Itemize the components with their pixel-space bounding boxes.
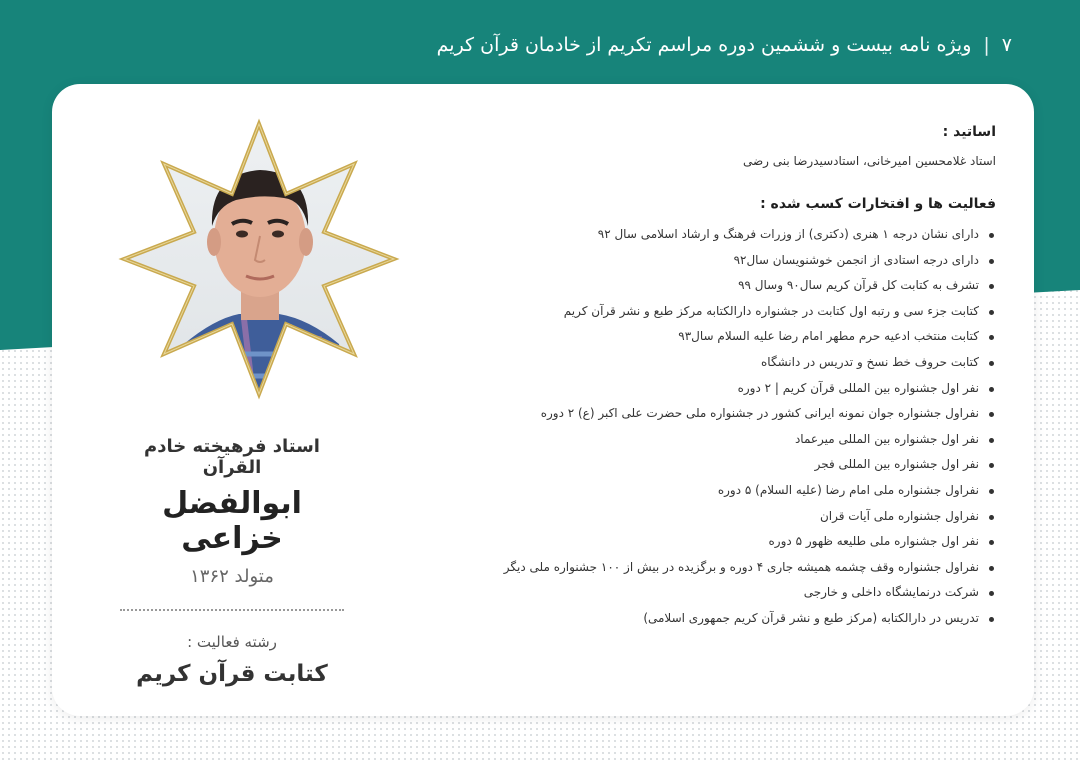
list-item: شرکت درنمایشگاه داخلی و خارجی	[436, 580, 996, 606]
teachers-text: استاد غلامحسین امیرخانی، استادسیدرضا بنی رضی	[742, 154, 996, 168]
profile-summary	[112, 436, 352, 687]
list-item: تدریس در دارالکتابه (مرکز طبع و نشر قرآن کریم جمهوری اسلامی)	[436, 606, 996, 632]
list-item: نفراول جشنواره جوان نمونه ایرانی کشور در جشنواره ملی حضرت علی اکبر (ع) ۲ دوره	[436, 401, 996, 427]
profile-card	[52, 84, 1034, 716]
list-item: نفر اول جشنواره بین المللی قرآن کریم | ۲ دوره	[436, 376, 996, 402]
list-item: نفراول جشنواره ملی آیات قران	[436, 504, 996, 530]
field-label: رشته فعالیت :	[187, 633, 277, 651]
list-item: نفر اول جشنواره ملی طلیعه ظهور ۵ دوره	[436, 529, 996, 555]
list-item: کتابت جزء سی و رتبه اول کتابت در جشنواره دارالکتابه مرکز طبع و نشر قرآن کریم	[436, 299, 996, 325]
list-item: نفراول جشنواره وقف چشمه همیشه جاری ۴ دوره و برگزیده در بیش از ۱۰۰ جشنواره ملی دیگر	[436, 555, 996, 581]
page-header	[437, 28, 1012, 62]
field-value: کتابت قرآن کریم	[136, 661, 328, 687]
list-item: کتابت منتخب ادعیه حرم مطهر امام رضا علیه السلام سال۹۳	[436, 324, 996, 350]
portrait-photo	[114, 114, 404, 404]
portrait-frame	[114, 114, 404, 404]
list-item: تشرف به کتابت کل قرآن کریم سال۹۰ وسال ۹۹	[436, 273, 996, 299]
profile-details	[436, 124, 996, 632]
profile-name: ابوالفضل خزاعی	[162, 486, 302, 556]
list-item: نفراول جشنواره ملی امام رضا (علیه السلام) ۵ دوره	[436, 478, 996, 504]
list-item: دارای نشان درجه ۱ هنری (دکتری) از وزرات فرهنگ و ارشاد اسلامی سال ۹۲	[436, 222, 996, 248]
list-item: نفر اول جشنواره بین المللی فجر	[436, 452, 996, 478]
header-title: ویژه نامه بیست و ششمین دوره مراسم تکریم از خادمان قرآن کریم	[436, 34, 972, 56]
dotted-divider	[120, 609, 344, 611]
activities-list	[436, 222, 996, 632]
header-separator: |	[983, 34, 990, 56]
page-number: ۷	[1001, 34, 1012, 56]
list-item: کتابت حروف خط نسخ و تدریس در دانشگاه	[436, 350, 996, 376]
activities-title: فعالیت ها و افتخارات کسب شده :	[760, 196, 996, 212]
profile-subtitle: استاد فرهیخته خادم القرآن	[144, 436, 320, 478]
list-item: نفر اول جشنواره بین المللی میرعماد	[436, 427, 996, 453]
teachers-title: اساتید :	[942, 124, 996, 140]
birth-year: متولد ۱۳۶۲	[190, 566, 274, 587]
list-item: دارای درجه استادی از انجمن خوشنویسان سال۹۲	[436, 248, 996, 274]
